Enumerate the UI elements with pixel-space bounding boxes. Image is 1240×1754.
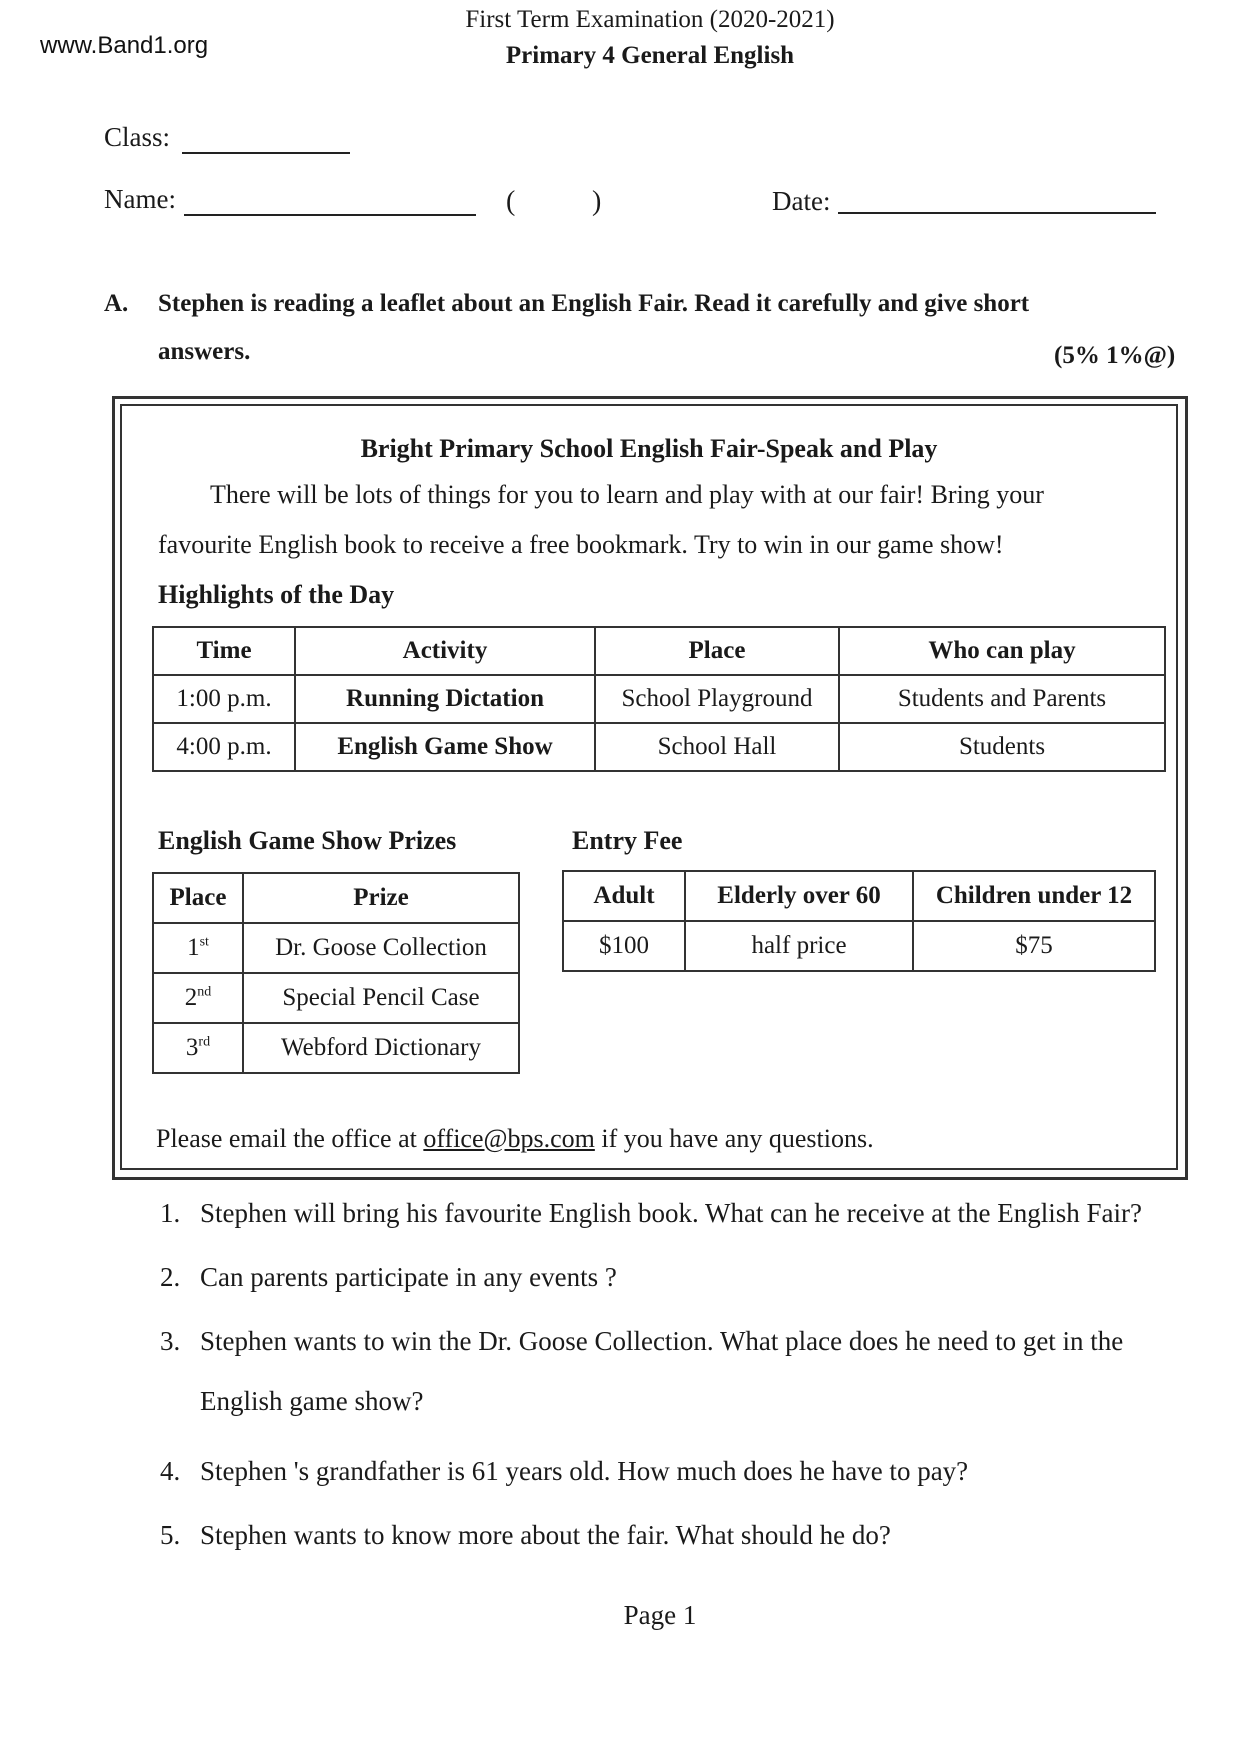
question-number: 3. [160, 1326, 181, 1356]
date-blank[interactable] [838, 212, 1156, 214]
question-number: 5. [160, 1520, 181, 1550]
fee-children: $75 [913, 921, 1155, 971]
prizes-title: English Game Show Prizes [158, 826, 457, 855]
fee-header-children: Children under 12 [913, 871, 1155, 921]
prize-place: 1st [153, 923, 243, 973]
name-blank[interactable] [184, 214, 476, 216]
prize-name: Special Pencil Case [243, 973, 519, 1023]
section-instruction-line1: Stephen is reading a leaflet about an English Fair. Read it carefully and give short [158, 290, 1030, 317]
highlight-place: School Hall [595, 723, 839, 771]
prizes-table [152, 872, 520, 1074]
highlights-title: Highlights of the Day [158, 580, 395, 609]
section-instruction-line2: answers. [158, 338, 251, 365]
question-text: Can parents participate in any events ? [200, 1262, 617, 1292]
question-text: Stephen will bring his favourite English book. What can he receive at the English Fair? [200, 1198, 1143, 1228]
highlights-table [152, 626, 1166, 772]
fee-elderly: half price [685, 921, 913, 971]
class-number-open-paren: ( [506, 186, 516, 217]
name-label: Name: [104, 184, 176, 214]
question-text-line2: English game show? [200, 1386, 424, 1416]
exam-title: First Term Examination (2020-2021) [465, 6, 835, 33]
prizes-header-prize: Prize [243, 873, 519, 923]
question-text: Stephen wants to know more about the fair. What should he do? [200, 1520, 891, 1550]
fee-header-elderly: Elderly over 60 [685, 871, 913, 921]
page-number: Page 1 [623, 1600, 697, 1630]
class-number-blank[interactable] [524, 214, 584, 216]
question-number: 1. [160, 1198, 181, 1228]
subject-title: Primary 4 General English [505, 42, 795, 69]
table-row [153, 723, 1165, 771]
website-watermark: www.Band1.org [40, 32, 209, 59]
highlight-who: Students [839, 723, 1165, 771]
question-1 [160, 1198, 1220, 1238]
highlights-header-who: Who can play [839, 627, 1165, 675]
question-number: 2. [160, 1262, 181, 1292]
question-text: Stephen wants to win the Dr. Goose Collection. What place does he need to get in the [200, 1326, 1124, 1356]
entry-fee-title: Entry Fee [572, 826, 683, 855]
highlight-activity: Running Dictation [295, 675, 595, 723]
contact-line [156, 1124, 874, 1154]
class-number-close-paren: ) [592, 186, 602, 217]
highlight-who: Students and Parents [839, 675, 1165, 723]
table-row [153, 973, 519, 1023]
fee-header-adult: Adult [563, 871, 685, 921]
office-email-link[interactable]: office@bps.com [423, 1124, 595, 1153]
table-row [153, 675, 1165, 723]
class-blank[interactable] [182, 152, 350, 154]
prize-name: Dr. Goose Collection [243, 923, 519, 973]
question-5 [160, 1520, 1220, 1560]
section-letter: A. [104, 290, 129, 317]
question-text: Stephen 's grandfather is 61 years old. How much does he have to pay? [200, 1456, 969, 1486]
prize-name: Webford Dictionary [243, 1023, 519, 1073]
leaflet-paragraph-line1: There will be lots of things for you to learn and play with at our fair! Bring your [210, 480, 1044, 509]
question-2 [160, 1262, 1220, 1302]
fee-adult: $100 [563, 921, 685, 971]
highlight-time: 1:00 p.m. [153, 675, 295, 723]
question-3 [160, 1326, 1220, 1426]
highlight-place: School Playground [595, 675, 839, 723]
contact-text-after: if you have any questions. [594, 1124, 874, 1153]
highlights-header-activity: Activity [295, 627, 595, 675]
table-row [153, 923, 519, 973]
leaflet-paragraph-line2: favourite English book to receive a free bookmark. Try to win in our game show! [158, 530, 1004, 559]
contact-text-before: Please email the office at [156, 1124, 424, 1153]
date-label: Date: [772, 186, 831, 216]
highlights-header-place: Place [595, 627, 839, 675]
prizes-header-place: Place [153, 873, 243, 923]
leaflet-title: Bright Primary School English Fair-Speak and Play [360, 434, 938, 463]
question-4 [160, 1456, 1220, 1496]
section-marks: (5% 1%@) [1054, 342, 1176, 369]
class-label: Class: [104, 122, 171, 152]
table-row [563, 921, 1155, 971]
question-number: 4. [160, 1456, 181, 1486]
highlight-time: 4:00 p.m. [153, 723, 295, 771]
highlights-header-time: Time [153, 627, 295, 675]
entry-fee-table [562, 870, 1156, 972]
prize-place: 2nd [153, 973, 243, 1023]
table-row [153, 1023, 519, 1073]
highlight-activity: English Game Show [295, 723, 595, 771]
prize-place: 3rd [153, 1023, 243, 1073]
